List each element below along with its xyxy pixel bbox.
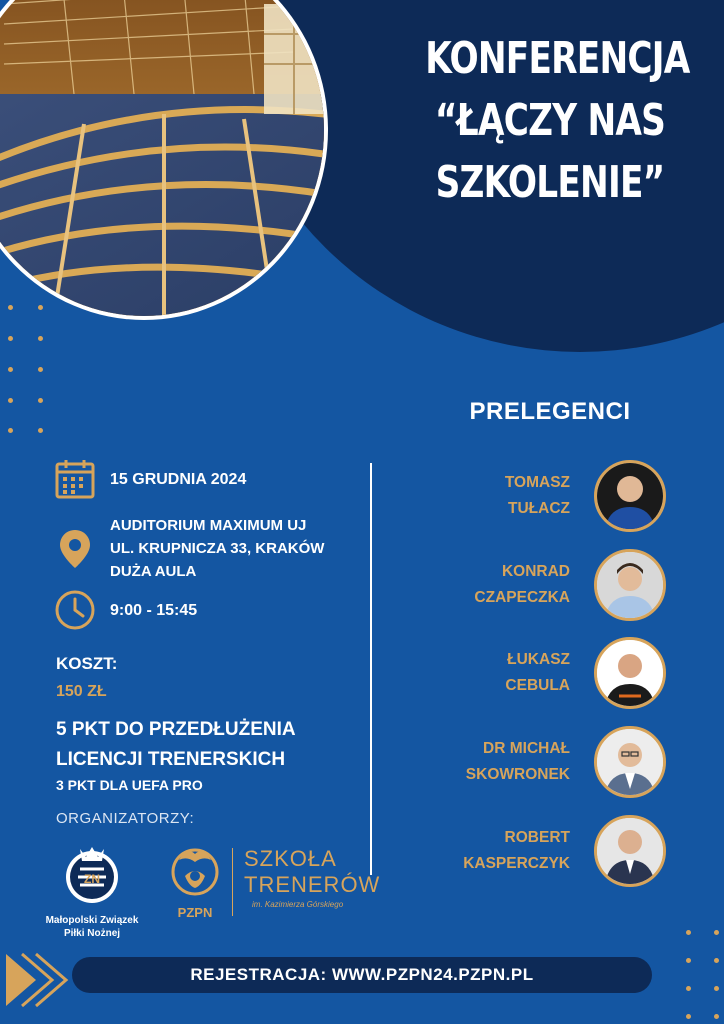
school-line-1: SZKOŁA bbox=[244, 846, 337, 871]
speaker-last-name: KASPERCZYK bbox=[463, 855, 570, 872]
license-points bbox=[56, 715, 296, 775]
speaker-name bbox=[505, 460, 570, 532]
school-line-3: im. Kazimierza Górskiego bbox=[252, 900, 344, 909]
svg-text:ZN: ZN bbox=[84, 872, 100, 886]
venue-line-2: UL. KRUPNICZA 33, KRAKÓW bbox=[110, 540, 325, 557]
speaker-card bbox=[420, 549, 666, 621]
location-pin-icon bbox=[54, 528, 96, 570]
license-line-2: LICENCJI TRENERSKICH bbox=[56, 749, 286, 770]
school-logo-divider bbox=[232, 848, 233, 916]
speaker-photo bbox=[594, 637, 666, 709]
speakers-heading: PRELEGENCI bbox=[469, 398, 631, 425]
play-arrows-icon bbox=[4, 950, 74, 1010]
event-date: 15 GRUDNIA 2024 bbox=[110, 470, 247, 488]
speaker-name bbox=[474, 549, 570, 621]
school-line-2: TRENERÓW bbox=[244, 872, 381, 897]
venue-line-1: AUDITORIUM MAXIMUM UJ bbox=[110, 517, 307, 534]
title-line-2: “ŁĄCZY NAS bbox=[434, 95, 666, 146]
event-date-row bbox=[54, 458, 246, 500]
venue-line-3: DUŻA AULA bbox=[110, 563, 197, 580]
mzpn-logo bbox=[32, 843, 152, 940]
speaker-photo bbox=[594, 460, 666, 532]
speaker-first-name: TOMASZ bbox=[504, 474, 570, 491]
conference-title bbox=[425, 28, 690, 214]
event-time-row bbox=[54, 589, 197, 631]
speaker-last-name: CZAPECZKA bbox=[474, 589, 570, 606]
auditorium-photo bbox=[0, 0, 328, 320]
speaker-photo bbox=[594, 726, 666, 798]
mzpn-name-line-1: Małopolski Związek bbox=[45, 915, 139, 926]
speaker-card bbox=[420, 460, 666, 532]
speaker-name bbox=[466, 726, 570, 798]
mzpn-emblem-icon bbox=[62, 843, 122, 907]
pzpn-label: PZPN bbox=[177, 905, 213, 920]
speaker-name bbox=[463, 815, 570, 887]
title-line-1: KONFERENCJA bbox=[425, 33, 690, 84]
speaker-name bbox=[505, 637, 570, 709]
speaker-last-name: SKOWRONEK bbox=[465, 766, 570, 783]
speaker-photo bbox=[594, 815, 666, 887]
speaker-first-name: DR MICHAŁ bbox=[483, 740, 570, 757]
event-time: 9:00 - 15:45 bbox=[110, 601, 198, 619]
speaker-first-name: KONRAD bbox=[501, 563, 570, 580]
mzpn-name-line-2: Piłki Nożnej bbox=[63, 928, 121, 939]
speaker-last-name: TUŁACZ bbox=[508, 500, 570, 517]
clock-icon bbox=[54, 589, 96, 631]
speaker-card bbox=[420, 815, 666, 887]
license-line-1: 5 PKT DO PRZEDŁUŻENIA bbox=[56, 719, 296, 740]
event-venue-row bbox=[54, 514, 324, 583]
calendar-icon bbox=[54, 458, 96, 500]
speaker-card bbox=[420, 637, 666, 709]
uefa-pro-points: 3 PKT DLA UEFA PRO bbox=[56, 777, 203, 793]
pzpn-eagle-icon bbox=[167, 840, 223, 898]
coaches-school-logo bbox=[244, 846, 380, 909]
vertical-divider bbox=[370, 463, 372, 875]
cost-label: KOSZT: bbox=[56, 654, 118, 673]
registration-link[interactable]: REJESTRACJA: WWW.PZPN24.PZPN.PL bbox=[72, 957, 652, 993]
title-line-3: SZKOLENIE” bbox=[435, 157, 665, 208]
speaker-first-name: ŁUKASZ bbox=[507, 651, 570, 668]
speaker-card bbox=[420, 726, 666, 798]
speaker-photo bbox=[594, 549, 666, 621]
speaker-first-name: ROBERT bbox=[504, 829, 570, 846]
speaker-last-name: CEBULA bbox=[505, 677, 570, 694]
pzpn-logo bbox=[160, 840, 230, 920]
organizers-label: ORGANIZATORZY: bbox=[56, 810, 195, 827]
event-venue bbox=[110, 514, 324, 583]
cost-value: 150 ZŁ bbox=[56, 683, 107, 700]
